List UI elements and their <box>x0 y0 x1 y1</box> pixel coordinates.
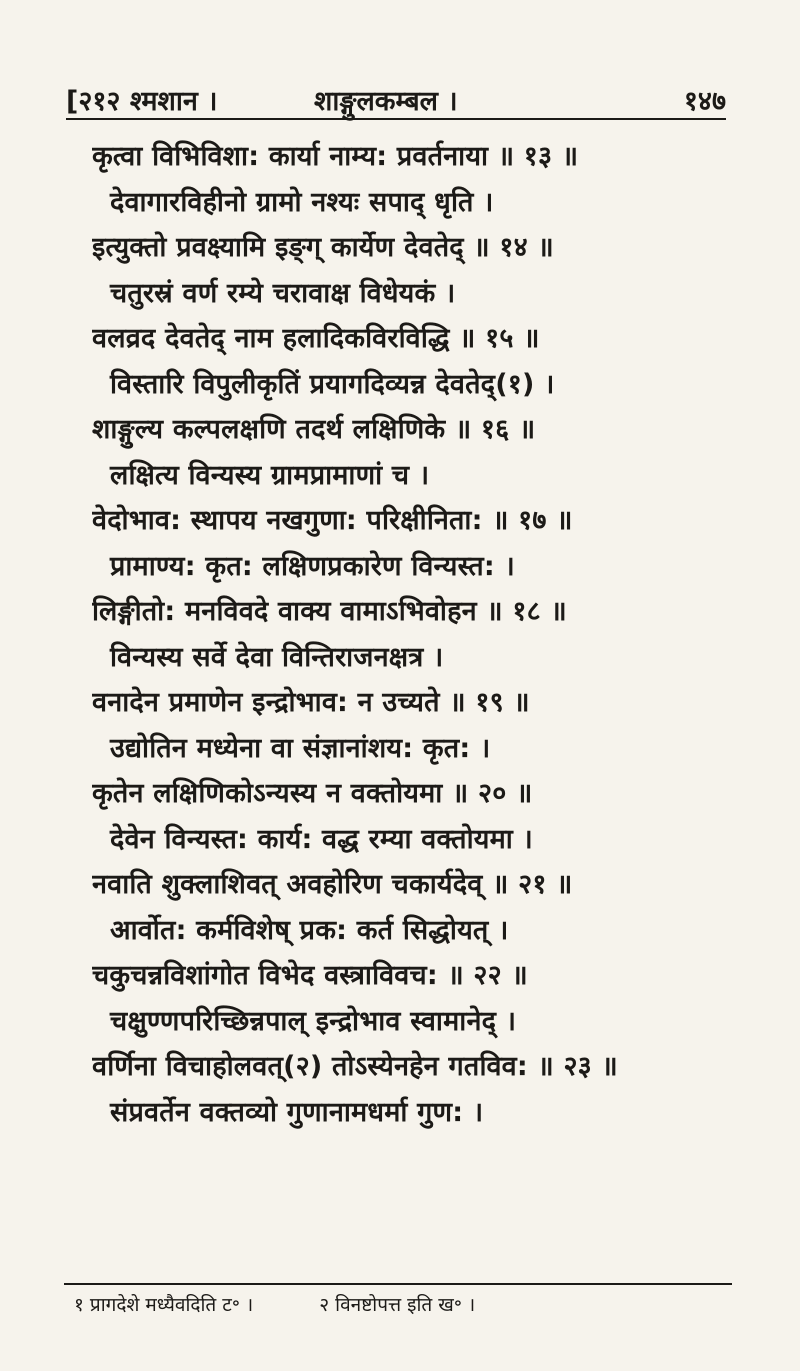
verse-line: विस्तारि विपुलीकृतिं प्रयागदिव्यन्न देवतेद्(१) । <box>110 368 555 400</box>
page-number: १४७ <box>683 86 726 117</box>
verse-line: कृत्वा विभिविशा: कार्या नाम्य: प्रवर्तनाया ॥ १३ ॥ <box>92 141 579 172</box>
verse-line: चकुचन्नविशांगोत विभेद वस्त्राविवच: ॥ २२ ॥ <box>92 960 528 991</box>
footnote-divider <box>64 1283 732 1285</box>
header-title: शाङ्गुलकम्बल । <box>314 86 458 117</box>
verse-line: उद्योतिन मध्येना वा संज्ञानांशय: कृत: । <box>110 732 491 764</box>
verse-line: लक्षित्य विन्यस्य ग्रामप्रामाणां च । <box>110 459 430 491</box>
page-header <box>66 82 726 122</box>
verse-line: वर्णिना विचाहोलवत्(२) तोऽस्येनहेन गतविव: ॥ २३ ॥ <box>92 1051 618 1082</box>
header-divider <box>66 118 726 120</box>
verse-line: देवागारविहीनो ग्रामो नश्यः सपाद् धृति । <box>110 186 494 218</box>
verse-line: विन्यस्य सर्वे देवा विन्तिराजनक्षत्र । <box>110 641 444 673</box>
verse-line: चक्षुण्णपरिच्छिन्नपाल् इन्द्रोभाव स्वामानेद् । <box>110 1005 517 1037</box>
verse-block <box>92 134 732 1135</box>
verse-line: वलव्रद देवतेद् नाम हलादिकविरविद्धि ॥ १५ ॥ <box>92 323 540 354</box>
verse-line: शाङ्गुल्य कल्पलक्षणि तदर्थ लक्षिणिके ॥ १६ ॥ <box>92 414 536 445</box>
verse-line: नवाति शुक्लाशिवत् अवहोरिण चकार्यदेव् ॥ २१ ॥ <box>92 869 573 900</box>
verse-line: आर्वोत: कर्मविशेष् प्रक: कर्त सिद्धोयत् । <box>110 914 509 946</box>
verse-line: वेदोभाव: स्थापय नखगुणा: परिक्षीनिता: ॥ १७ ॥ <box>92 505 573 536</box>
header-section-label: [२१२ श्मशान । <box>66 86 218 117</box>
footnotes <box>74 1290 724 1320</box>
verse-line: लिङ्गीतो: मनविवदे वाक्य वामाऽभिवोहन ॥ १८ ॥ <box>92 596 567 627</box>
footnote-2: २ विनष्टोपत्त इति ख॰ । <box>319 1294 476 1316</box>
verse-line: संप्रवर्तेन वक्तव्यो गुणानामधर्मा गुण: । <box>110 1096 484 1128</box>
footnote-1: १ प्रागदेशे मध्यैवदिति ट॰ । <box>74 1294 254 1316</box>
verse-line: कृतेन लक्षिणिकोऽन्यस्य न वक्तोयमा ॥ २० ॥ <box>92 778 533 809</box>
verse-line: देवेन विन्यस्त: कार्य: वद्ध रम्या वक्तोयमा । <box>110 823 533 855</box>
verse-line: वनादेन प्रमाणेन इन्द्रोभाव: न उच्यते ॥ १९ ॥ <box>92 687 530 718</box>
verse-line: प्रामाण्य: कृत: लक्षिणप्रकारेण विन्यस्त: । <box>110 550 515 582</box>
verse-line: चतुरस्रं वर्ण रम्ये चरावाक्ष विधेयकं । <box>110 277 456 309</box>
verse-line: इत्युक्तो प्रवक्ष्यामि इङ्ग्‌ कार्येण देवतेद् ॥ १४ ॥ <box>92 232 554 263</box>
